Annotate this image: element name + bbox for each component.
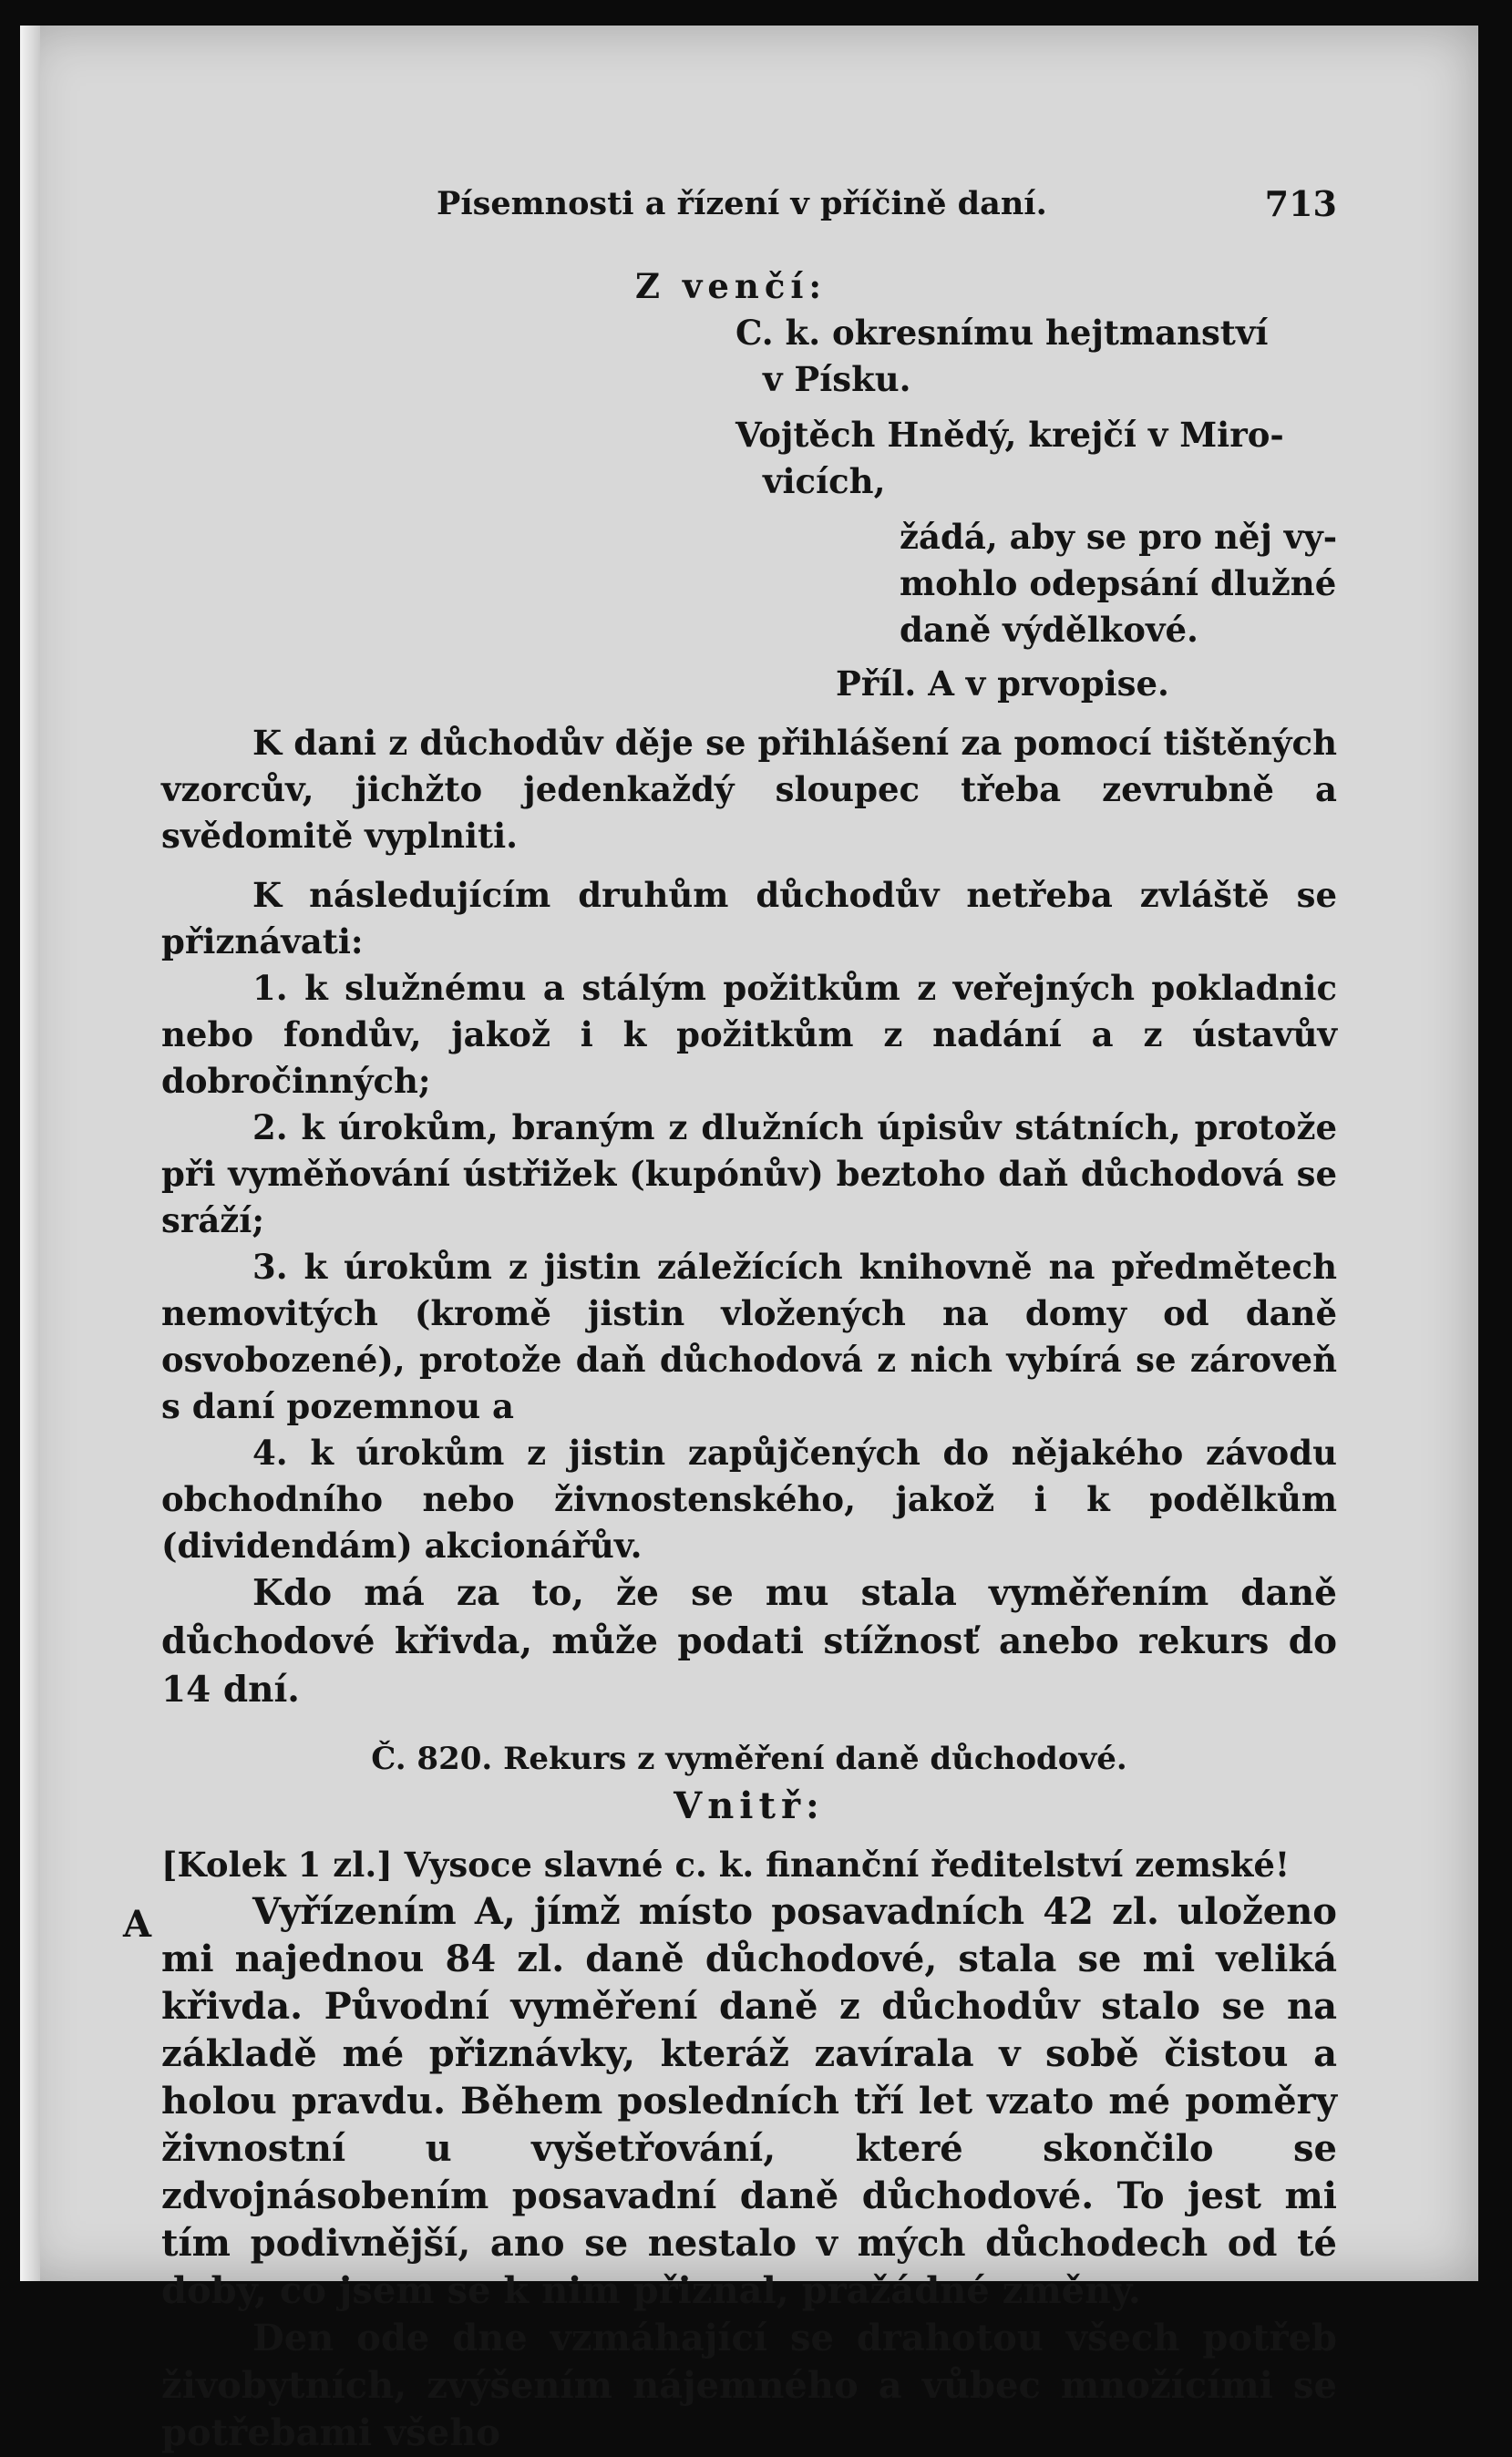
section-heading: Č. 820. Rekurs z vyměření daně důchodové. xyxy=(371,1741,1127,1777)
exemption-item-1: 1. k služnému a stálým požitkům z veřejných pokladnic nebo fondův, jakož i k požitkům z nadání a z ústavův dobročinných; xyxy=(161,968,1337,1101)
exemption-item-2: 2. k úrokům, braným z dlužních úpisův státních, protože při vyměňování ústřižek (kupónův) beztoho daň důchodová se sráží; xyxy=(161,1107,1337,1240)
exemption-item-3: 3. k úrokům z jistin záležících knihovně na předmětech nemovitých (kromě jistin vložených na domy od daně osvobozené), protože daň důchodová z nich vybírá se zároveň s daní pozemnou a xyxy=(161,1247,1337,1426)
petition-body xyxy=(123,1888,1337,2457)
outside-label: Z venčí: xyxy=(635,266,828,306)
running-title: Písemnosti a řízení v příčině daní. xyxy=(437,185,1047,222)
book-page xyxy=(20,26,1478,2454)
sender-line-1: Vojtěch Hnědý, krejčí v Miro- xyxy=(735,415,1284,455)
page-content xyxy=(123,180,1338,2457)
request-line-3: daně výdělkové. xyxy=(900,610,1198,650)
request-line-1: žádá, aby se pro něj vy- xyxy=(900,517,1338,557)
exemption-item-4: 4. k úrokům z jistin zapůjčených do nějakého závodu obchodního nebo živnostenského, jakož i k podělkům (dividendám) akcionářův. xyxy=(161,1433,1337,1566)
paragraph-tax-filing: K dani z důchodův děje se přihlášení za pomocí tištěných vzorcův, jichžto jedenkaždý sloupec třeba zevrubně a svědomitě vyplniti. xyxy=(161,723,1337,856)
sender-line-2: vicích, xyxy=(763,461,886,501)
petition-paragraph-1: Vyřízením A, jímž místo posavadních 42 zl. uloženo mi najednou 84 zl. daně důchodové, stala se mi veliká křivda. Původní vyměření daně z důchodův stalo se na základě mé přiznávky, kteráž zavírala v sobě čistou a holou pravdu. Během posledních tří let vzato mé poměry živnostní u vyšetřování, které skončilo se zdvojnásobením posavadní daně důchodové. To jest mi tím podivnější, ano se nestalo v mých důchodech od té doby, co jsem se k nim přiznal, pražádné změny. xyxy=(161,1890,1337,2312)
petition-paragraph-2: Den ode dne vzmáhající se drahotou všech potřeb živobytních, zvýšením nájemného a vůbec množícími se potřebami všeho xyxy=(161,2317,1337,2454)
address-block xyxy=(161,263,1337,707)
attachment-note: Příl. A v prvopise. xyxy=(836,663,1169,704)
recipient-line-1: C. k. okresnímu hejtmanství xyxy=(735,313,1269,353)
page-number: 713 xyxy=(1264,183,1337,224)
paragraph-exemptions-intro: K následujícím druhům důchodův netřeba zvláště se přiznávati: xyxy=(161,875,1337,961)
inside-label: Vnitř: xyxy=(674,1784,825,1827)
page-header xyxy=(161,180,1337,227)
request-line-2: mohlo odepsání dlužné xyxy=(900,563,1337,603)
salutation: [Kolek 1 zl.] Vysoce slavné c. k. finanční ředitelství zemské! xyxy=(161,1845,1291,1885)
recipient-line-2: v Písku. xyxy=(763,359,911,399)
margin-letter: A xyxy=(123,1903,152,1946)
paragraph-complaint: Kdo má za to, že se mu stala vyměřením daně důchodové křivda, může podati stížnosť anebo rekurs do 14 dní. xyxy=(161,1572,1337,1711)
